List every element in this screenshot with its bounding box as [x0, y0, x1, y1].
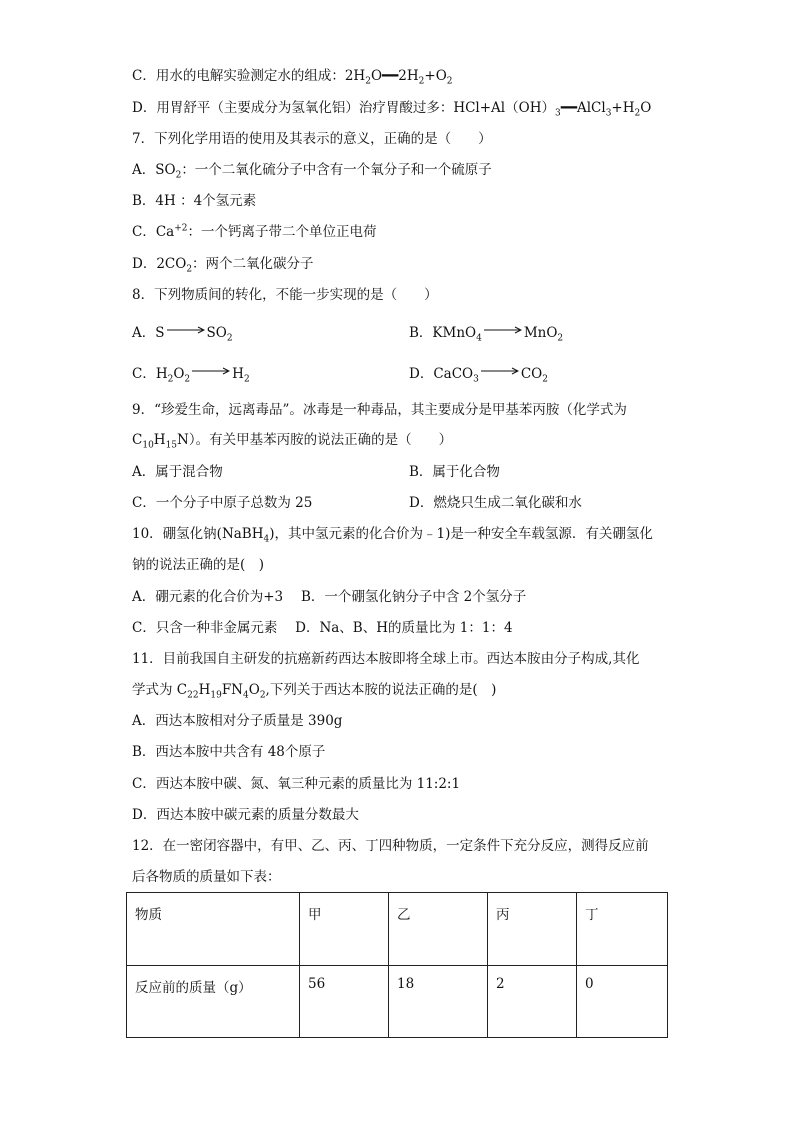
q9-option-d: D．燃烧只生成二氧化碳和水 [409, 495, 582, 511]
q8-stem: 8．下列物质间的转化，不能一步实现的是（ ） [132, 287, 438, 303]
q10-stem-line1: 10．硼氢化钠(NaBH$_4$)，其中氢元素的化合价为﹣1)是一种安全车载氢源．有关硼氢化 [132, 526, 653, 545]
q8-option-c: C．$H_2O_2$ $H_2$ [132, 366, 250, 385]
table-cell: 丙 [488, 893, 577, 966]
q11-option-a: A．西达本胺相对分子质量是 390g [132, 713, 343, 729]
table-row [127, 966, 668, 1038]
q11-stem-line2: 学式为 $C_{22}H_{19}FN_4O_2$,下列关于西达本胺的说法正确的是( ) [132, 682, 497, 701]
q9-option-b: B．属于化合物 [409, 464, 500, 480]
table-cell: 丁 [577, 893, 668, 966]
q6-option-d: D．用胃舒平（主要成分为氢氧化铝）治疗胃酸过多：$HCl+Al(OH)_3━━AlCl_3+H_2O$ [132, 100, 652, 119]
table-cell: 56 [300, 966, 389, 1038]
q7-option-a: A．$SO_2$：一个二氧化硫分子中含有一个氧分子和一个硫原子 [132, 162, 492, 181]
mass-table [126, 892, 668, 1038]
q10-options-ab: A．硼元素的化合价为+3 B．一个硼氢化钠分子中含 2个氢分子 [132, 589, 527, 605]
q8-option-b: B．KMnO$_4$ MnO$_2$ [409, 325, 564, 344]
q9-option-a: A．属于混合物 [132, 464, 223, 480]
q7-stem: 7．下列化学用语的使用及其表示的意义，正确的是（ ） [132, 131, 492, 147]
q12-stem-line2: 后各物质的质量如下表： [132, 869, 281, 885]
q11-option-b: B．西达本胺中共含有 48个原子 [132, 744, 326, 760]
q11-stem-line1: 11．目前我国自主研发的抗癌新药西达本胺即将全球上市。西达本胺由分子构成,其化 [132, 651, 640, 667]
table-cell: 0 [577, 966, 668, 1038]
table-cell: 物质 [127, 893, 300, 966]
table-header-row [127, 893, 668, 966]
q10-stem-line2: 钠的说法正确的是( ) [132, 557, 265, 573]
q12-stem-line1: 12．在一密闭容器中，有甲、乙、丙、丁四种物质，一定条件下充分反应，测得反应前 [132, 838, 649, 854]
q11-option-c: C．西达本胺中碳、氮、氧三种元素的质量比为 11:2:1 [132, 776, 461, 792]
reaction-arrow-icon [484, 326, 522, 334]
q11-option-d: D．西达本胺中碳元素的质量分数最大 [132, 807, 359, 823]
reaction-arrow-icon [167, 326, 205, 334]
table-cell: 反应前的质量（g） [127, 966, 300, 1038]
reaction-arrow-icon [192, 367, 230, 375]
table-cell: 乙 [389, 893, 488, 966]
equals-sign: ━━ [382, 68, 399, 84]
q9-option-c: C．一个分子中原子总数为 25 [132, 495, 313, 511]
table-cell: 2 [488, 966, 577, 1038]
q7-option-b: B．4H ：4个氢元素 [132, 193, 257, 209]
q8-option-d: D．CaCO$_3$ $CO_2$ [409, 366, 548, 385]
reaction-arrow-icon [481, 367, 519, 375]
q9-stem-line1: 9．“珍爱生命，远离毒品”。冰毒是一种毒品，其主要成分是甲基苯丙胺（化学式为 [132, 402, 627, 418]
q8-option-a: A．S $SO_2$ [132, 325, 233, 344]
table-cell: 18 [389, 966, 488, 1038]
table-cell: 甲 [300, 893, 389, 966]
q7-option-c: C．$Ca^{+2}$：一个钙离子带二个单位正电荷 [132, 223, 377, 240]
q10-options-cd: C．只含一种非金属元素 D．Na、B、H的质量比为 1：1：4 [132, 620, 513, 636]
q9-stem-line2: $C_{10}H_{15}N$）。有关甲基苯丙胺的说法正确的是（ ） [132, 432, 453, 451]
q7-option-d: D．$2CO_2$：两个二氧化碳分子 [132, 256, 314, 275]
q6-option-c: C．用水的电解实验测定水的组成：$2H_2O━━2H_2+O_2$ [132, 68, 453, 87]
equals-sign: ━━ [560, 100, 577, 116]
